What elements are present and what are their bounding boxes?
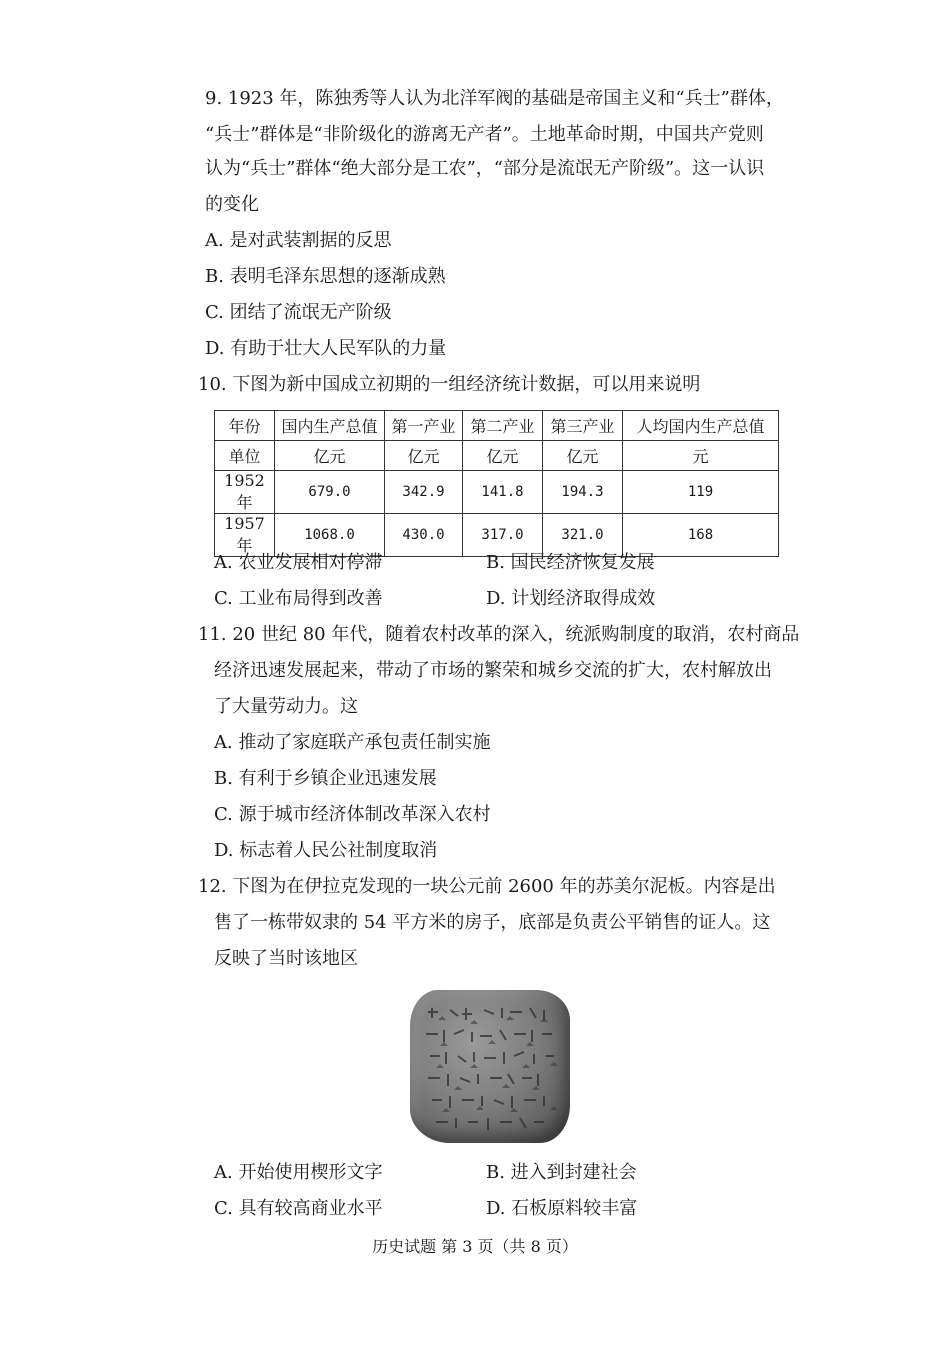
table-cell: 430.0 [385,514,463,557]
sumerian-clay-tablet-image [410,990,570,1143]
table-cell: 119 [623,471,779,514]
q12-option-a: A. 开始使用楔形文字 [214,1162,383,1183]
table-unit-cell: 单位 [215,441,275,471]
table-cell: 679.0 [275,471,385,514]
table-cell: 1952 年 [215,471,275,514]
q9-option-b: B. 表明毛泽东思想的逐渐成熟 [205,266,446,287]
q9-option-c: C. 团结了流氓无产阶级 [205,302,392,323]
q12-option-d: D. 石板原料较丰富 [486,1198,638,1219]
table-header-row [215,411,779,441]
q10-option-d: D. 计划经济取得成效 [486,588,656,609]
q12-stem-line-1: 12. 下图为在伊拉克发现的一块公元前 2600 年的苏美尔泥板。内容是出 [198,876,776,897]
q9-stem-line-3: 认为“兵士”群体“绝大部分是工农”，“部分是流氓无产阶级”。这一认识 [205,158,765,179]
table-unit-cell: 亿元 [275,441,385,471]
q10-option-c: C. 工业布局得到改善 [214,588,383,609]
table-cell: 317.0 [463,514,543,557]
table-header-cell: 第二产业 [463,411,543,441]
table-unit-cell: 亿元 [463,441,543,471]
table-unit-cell: 亿元 [385,441,463,471]
q11-stem-line-3: 了大量劳动力。这 [214,696,358,717]
q11-option-b: B. 有利于乡镇企业迅速发展 [214,768,437,789]
table-cell: 342.9 [385,471,463,514]
table-row [215,471,779,514]
table-header-cell: 第一产业 [385,411,463,441]
economic-data-table [214,410,779,557]
table-unit-cell: 元 [623,441,779,471]
q10-option-a: A. 农业发展相对停滞 [214,552,383,573]
q9-stem-line-4: 的变化 [205,194,259,215]
q12-option-b: B. 进入到封建社会 [486,1162,637,1183]
table-cell: 141.8 [463,471,543,514]
q11-stem-line-2: 经济迅速发展起来，带动了市场的繁荣和城乡交流的扩大，农村解放出 [214,660,772,681]
q9-stem-line-2: “兵士”群体是“非阶级化的游离无产者”。土地革命时期，中国共产党则 [205,124,764,145]
table-cell: 168 [623,514,779,557]
q10-option-b: B. 国民经济恢复发展 [486,552,655,573]
table-cell: 194.3 [543,471,623,514]
q11-stem-line-1: 11. 20 世纪 80 年代，随着农村改革的深入，统派购制度的取消，农村商品 [198,624,800,645]
q10-stem: 10. 下图为新中国成立初期的一组经济统计数据，可以用来说明 [198,374,701,395]
q12-option-c: C. 具有较高商业水平 [214,1198,383,1219]
q12-stem-line-3: 反映了当时该地区 [214,948,358,969]
table-cell: 1068.0 [275,514,385,557]
table-header-cell: 人均国内生产总值 [623,411,779,441]
table-cell: 321.0 [543,514,623,557]
q12-stem-line-2: 售了一栋带奴隶的 54 平方米的房子，底部是负责公平销售的证人。这 [214,912,771,933]
table-header-cell: 年份 [215,411,275,441]
table-header-cell: 国内生产总值 [275,411,385,441]
page-footer: 历史试题 第 3 页（共 8 页） [372,1237,578,1256]
table-unit-row [215,441,779,471]
q11-option-a: A. 推动了家庭联产承包责任制实施 [214,732,491,753]
cuneiform-marks [410,990,570,1143]
q9-stem-line-1: 9. 1923 年，陈独秀等人认为北洋军阀的基础是帝国主义和“兵士”群体， [205,88,784,109]
q9-option-a: A. 是对武装割据的反思 [205,230,392,251]
q9-option-d: D. 有助于壮大人民军队的力量 [205,338,447,359]
table-row [215,514,779,557]
table-cell: 1957 年 [215,514,275,557]
q11-option-c: C. 源于城市经济体制改革深入农村 [214,804,491,825]
table-header-cell: 第三产业 [543,411,623,441]
q11-option-d: D. 标志着人民公社制度取消 [214,840,438,861]
table-unit-cell: 亿元 [543,441,623,471]
